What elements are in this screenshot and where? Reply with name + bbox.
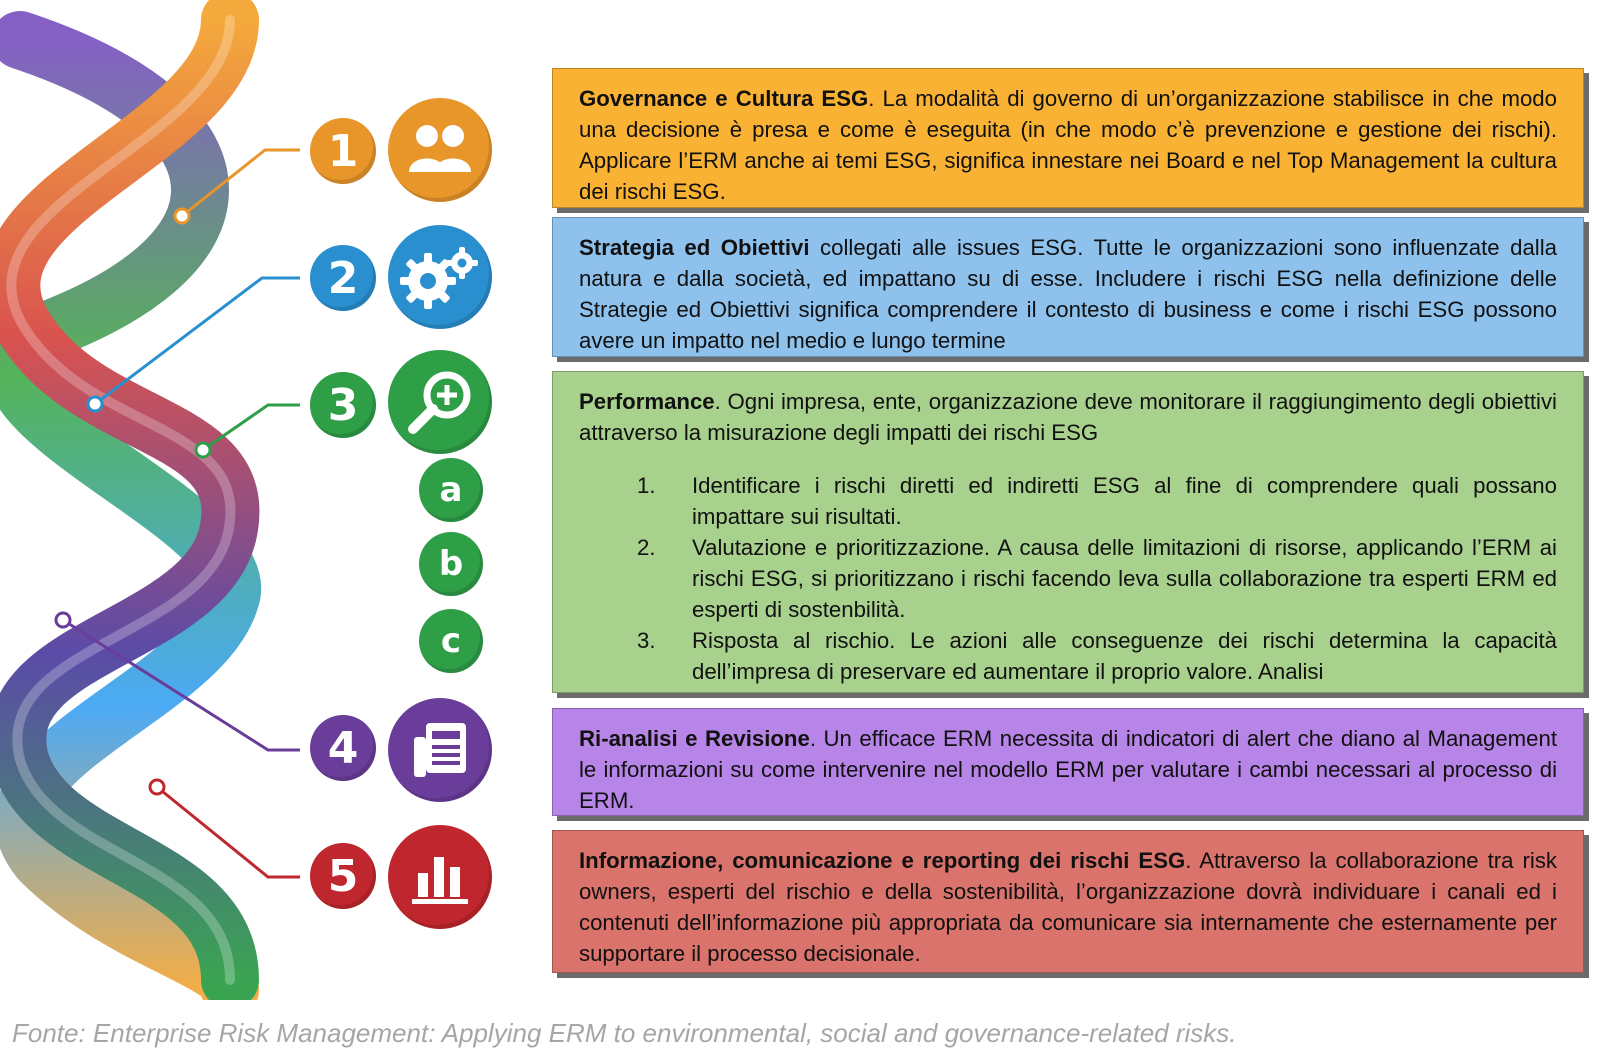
step-2-icon-circle <box>388 225 492 329</box>
step-3-icon-circle <box>388 350 492 454</box>
list-item-number: 1. <box>637 473 656 498</box>
people-icon <box>405 120 475 180</box>
list-item-text: Valutazione e prioritizzazione. A causa delle limitazioni di risorse, applicando l’ERM ai rischi ESG, si prioritizzano i rischi facendo leva sulla collaborazione tra esperti ERM ed esperti di sostenbilità. <box>692 535 1557 622</box>
step-2-title: Strategia ed Obiettivi <box>579 235 810 260</box>
step-5-text: . Attraverso la collaborazione tra risk owners, esperti del rischio e della sostenibilità, l’organizzazione dovrà individuare i canali ed i contenuti dell’informazione più appropriata da comunicare sia internamente che esternamente per supportare il processo decisionale. <box>579 848 1558 966</box>
step-1-text: . La modalità di governo di un’organizzazione stabilisce in che modo una decisione è presa e come è eseguita (in che modo c’è prevenzione e gestione dei rischi). Applicare l’ERM anche ai temi ESG, significa innestare nei Board e nel Top Management la cultura dei rischi ESG. <box>579 86 1557 204</box>
step-3-sub-c: c <box>419 609 483 673</box>
step-2-number: 2 <box>310 245 376 311</box>
step-3-text: . Ogni impresa, ente, organizzazione deve monitorare il raggiungimento degli obiettivi attraverso la misurazione degli impatti dei rischi ESG <box>579 389 1557 445</box>
step-3-list <box>579 470 1557 687</box>
step-2-text: collegati alle issues ESG. Tutte le organizzazioni sono influenzate dalla natura e dalla società, ed impattano su di esse. Includere i rischi ESG nella definizione delle Strategie ed Obiettivi significa comprendere il contesto di business e come i rischi ESG possono avere un impatto nel medio e lungo termine <box>579 235 1558 353</box>
step-3-sub-a: a <box>419 458 483 522</box>
step-1-icon-circle <box>388 98 492 202</box>
step-3-number: 3 <box>310 372 376 438</box>
step-1-title: Governance e Cultura ESG <box>579 86 869 111</box>
list-item-text: Risposta al rischio. Le azioni alle conseguenze dei rischi determina la capacità dell’impresa di preservare ed aumentare il proprio valore. Analisi <box>692 628 1557 684</box>
step-5-icon-circle <box>388 825 492 929</box>
gears-icon <box>400 245 480 309</box>
step-4-title: Ri-analisi e Revisione <box>579 726 810 751</box>
step-5-description <box>579 845 1557 969</box>
magnifier-plus-icon <box>405 367 475 437</box>
step-5-box <box>552 830 1584 973</box>
bar-chart-icon <box>410 847 470 907</box>
document-icon <box>410 719 470 781</box>
list-item-text: Identificare i rischi diretti ed indiretti ESG al fine di comprendere quali possano impattare sui risultati. <box>692 473 1557 529</box>
step-1-description <box>579 83 1557 207</box>
step-4-number: 4 <box>310 715 376 781</box>
step-5-title: Informazione, comunicazione e reporting dei rischi ESG <box>579 848 1186 873</box>
step-3-sub-b: b <box>419 532 483 596</box>
step-3-description <box>579 386 1557 448</box>
step-4-box <box>552 708 1584 816</box>
list-item <box>579 532 1557 625</box>
step-4-description <box>579 723 1557 816</box>
list-item <box>579 470 1557 532</box>
step-3-title: Performance <box>579 389 715 414</box>
list-item <box>579 625 1557 687</box>
step-2-box <box>552 217 1584 357</box>
step-3-box <box>552 371 1584 693</box>
step-4-text: . Un efficace ERM necessita di indicatori di alert che diano al Management le informazioni su come intervenire nel modello ERM per valutare i cambi necessari al processo di ERM. <box>579 726 1557 813</box>
step-4-icon-circle <box>388 698 492 802</box>
step-1-box <box>552 68 1584 208</box>
source-caption: Fonte: Enterprise Risk Management: Applying ERM to environmental, social and governance-related risks. <box>12 1018 1237 1048</box>
list-item-number: 2. <box>637 535 656 560</box>
list-item-number: 3. <box>637 628 656 653</box>
step-5-number: 5 <box>310 843 376 909</box>
step-1-number: 1 <box>310 118 376 184</box>
step-2-description <box>579 232 1557 356</box>
